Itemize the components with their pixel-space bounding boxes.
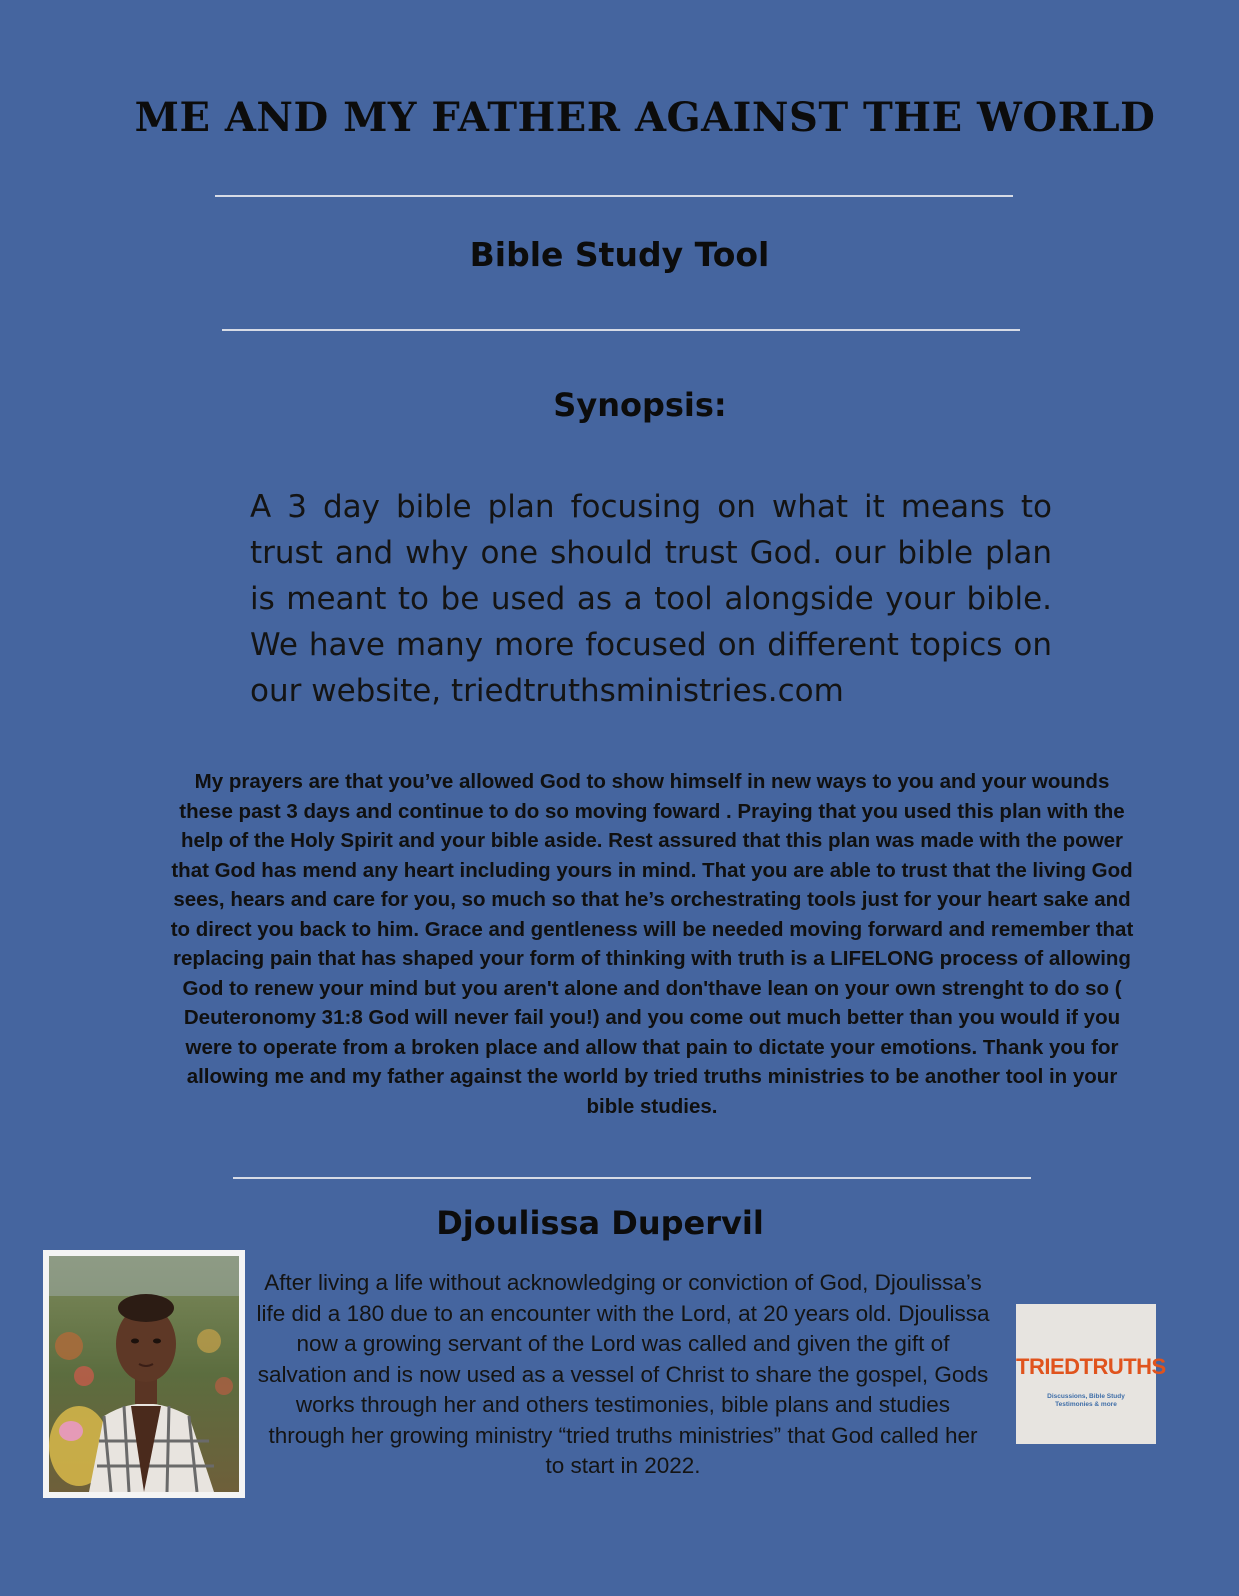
author-bio: After living a life without acknowledging or conviction of God, Djoulissa’s life did a 180 due to an encounter with the Lord, at 20 years old. Djoulissa now a growing servant of the Lord was called and given the gift of salvation and is now used as a vessel of Christ to share the gospel, Gods works through her and others testimonies, bible plans and studies through her growing ministry “tried truths ministries” that God called her to start in 2022.: [256, 1270, 990, 1478]
divider-author: [233, 1177, 1031, 1179]
prayer-paragraph: My prayers are that you’ve allowed God to show himself in new ways to you and your wounds these past 3 days and continue to do so moving foward . Praying that you used this plan with the help of the Holy Spirit and your bible aside. Rest assured that this plan was made with the power that God has mend any heart including yours in mind. That you are able to trust that the living God sees, hears and care for you, so much so that he’s orchestrating tools just for your heart sake and to direct you back to him. Grace and gentleness will be needed moving forward and remember that replacing pain that has shaped your form of thinking with truth is a LIFELONG process of allowing God to renew your mind but you aren't alone and don'thave lean on your own strenght to do so ( Deuteronomy 31:8 God will never fail you!) and you come out much better than you would if you were to operate from a broken place and allow that pain to dictate your emotions. Thank you for allowing me and my father against the world by tried truths ministries to be another tool in your bible studies.: [170, 770, 1134, 1118]
synopsis-heading: Synopsis:: [553, 386, 727, 424]
logo-wordmark: TRIEDTRUTHS: [1016, 1354, 1166, 1379]
divider-top: [215, 195, 1013, 197]
author-photo: [43, 1250, 245, 1498]
synopsis-paragraph: A 3 day bible plan focusing on what it means to trust and why one should trust God. our bible plan is meant to be used as a tool alongside your bible. We have many more focused on different topics on our website, triedtruthsministries.com: [250, 489, 1052, 709]
page-title: ME AND MY FATHER AGAINST THE WORLD: [134, 94, 1156, 141]
portrait-image: [49, 1256, 239, 1492]
divider-subtitle: [222, 329, 1020, 331]
ministry-logo: [1016, 1304, 1166, 1444]
logo-tagline: Discussions, Bible Study Testimonies & more: [1047, 1393, 1125, 1408]
subtitle: Bible Study Tool: [469, 235, 770, 274]
author-name: Djoulissa Dupervil: [436, 1204, 764, 1242]
